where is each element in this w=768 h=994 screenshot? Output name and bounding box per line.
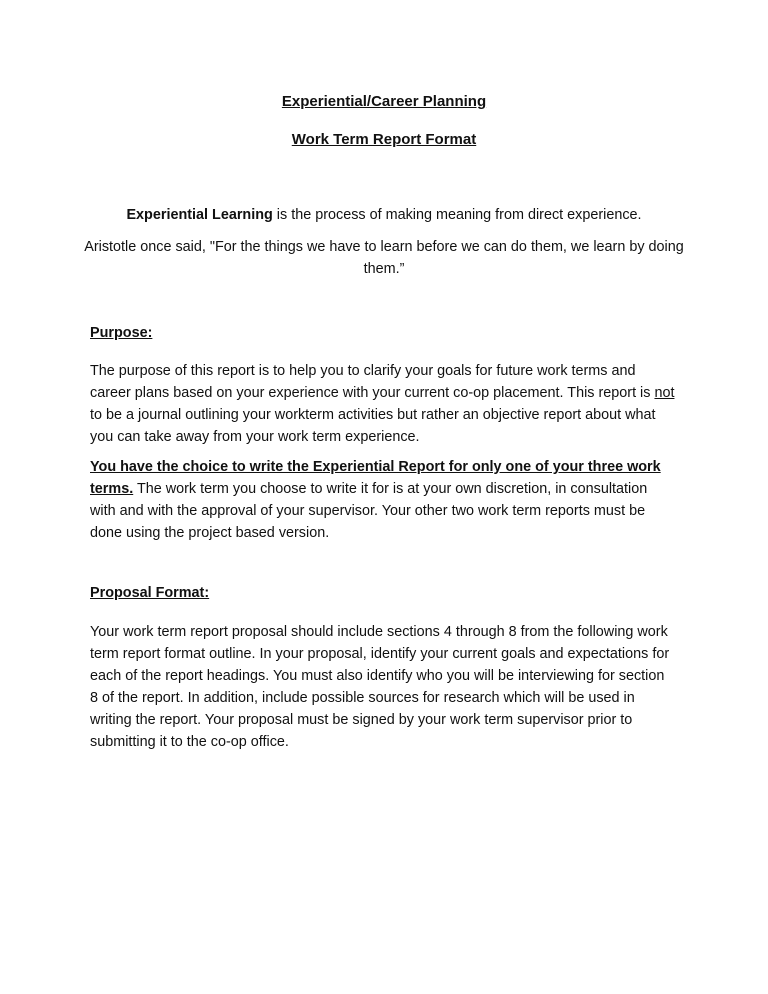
definition-term: Experiential Learning bbox=[126, 207, 273, 223]
proposal-paragraph: Your work term report proposal should include sections 4 through 8 from the following work term report format outline. In your proposal, identify your current goals and expectations for each of the report headings. You must also identify who you will be interviewing for section 8 of the report. In addition, include possible sources for research which will be used in writing the report. Your proposal must be signed by your work term supervisor prior to submitting it to the co-op office. bbox=[90, 624, 670, 750]
choice-text: The work term you choose to write it for is at your own discretion, in consultation with and with the approval of your supervisor. Your other two work term reports must be done using the project based version. bbox=[90, 481, 648, 541]
choice-paragraph bbox=[90, 456, 675, 544]
purpose-text-part2: to be a journal outlining your workterm activities but rather an objective report about what you can take away from your work term experience. bbox=[90, 407, 656, 445]
choice-notice: You have the choice to write the Experiential Report for only one of your three work terms. bbox=[90, 459, 661, 497]
purpose-text-part1: The purpose of this report is to help you to clarify your goals for future work terms and career plans based on your experience with your current co-op placement. This report is bbox=[90, 363, 655, 401]
purpose-paragraph bbox=[90, 360, 675, 448]
document-title: Experiential/Career Planning bbox=[281, 93, 487, 110]
purpose-heading: Purpose: bbox=[90, 325, 153, 341]
definition-text: is the process of making meaning from direct experience. bbox=[272, 207, 642, 223]
proposal-heading: Proposal Format: bbox=[90, 585, 210, 601]
document-subtitle: Work Term Report Format bbox=[291, 131, 477, 148]
purpose-emphasis: not bbox=[654, 385, 675, 401]
definition-line bbox=[80, 204, 688, 226]
aristotle-quote: Aristotle once said, "For the things we have to learn before we can do them, we learn by doing them.” bbox=[84, 239, 684, 277]
